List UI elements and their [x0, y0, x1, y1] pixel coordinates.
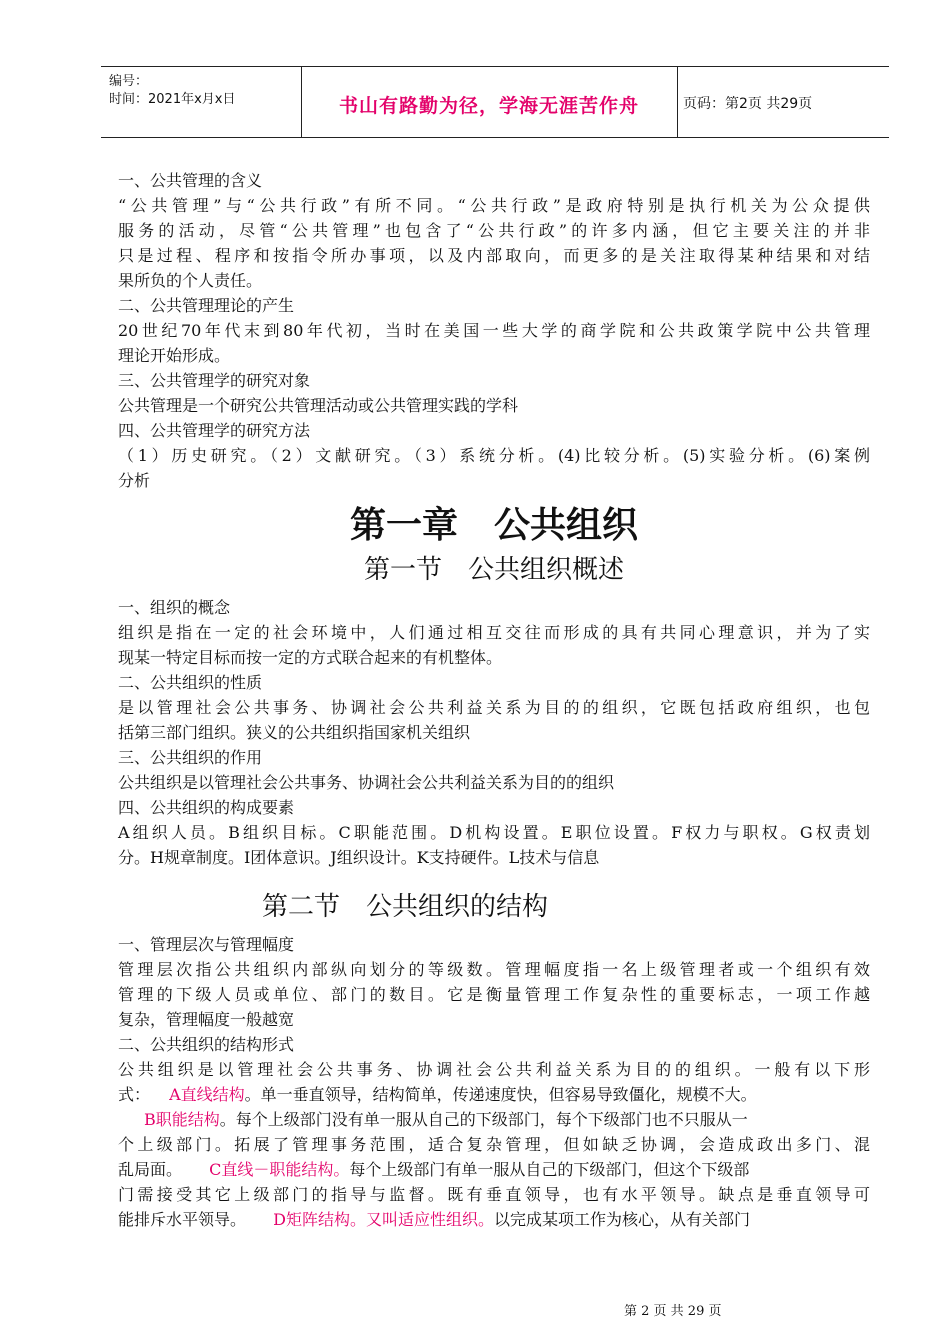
- chapter-title: 第一章 公共组织: [349, 505, 638, 546]
- heading: 四、公共管理学的研究方法: [118, 421, 311, 440]
- paragraph-line: 现某一特定目标而按一定的方式联合起来的有机整体。: [118, 648, 503, 667]
- paragraph-line: 理论开始形成。: [118, 346, 231, 365]
- text-run: 每个上级部门有单一服从自己的下级部门，但这个下级部: [349, 1160, 750, 1179]
- paragraph-line: [118, 1107, 870, 1132]
- paragraph-line: 个上级部门。拓展了管理事务范围，适合复杂管理，但如缺乏协调，会造成政出多门、混: [118, 1135, 870, 1154]
- structure-term: A直线结构: [169, 1085, 245, 1104]
- paragraph-line: 管理的下级人员或单位、部门的数目。它是衡量管理工作复杂性的重要标志，一项工作越: [118, 985, 870, 1004]
- paragraph-line: [118, 1207, 870, 1232]
- text-run: 以完成某项工作为核心，从有关部门: [493, 1210, 750, 1229]
- page-header: [101, 66, 889, 138]
- section-title: 第二节 公共组织的结构: [262, 892, 549, 922]
- paragraph-line: 只是过程、程序和按指令所办事项，以及内部取向，而更多的是关注取得某种结果和对结: [118, 246, 870, 265]
- paragraph-line: 公共组织是以管理社会公共事务、协调社会公共利益关系为目的的组织。一般有以下形: [118, 1060, 870, 1079]
- paragraph-line: [118, 1157, 870, 1182]
- paragraph-line: 复杂，管理幅度一般越宽: [118, 1010, 295, 1029]
- paragraph-line: 果所负的个人责任。: [118, 271, 263, 290]
- structure-term: D矩阵结构。又叫适应性组织。: [273, 1210, 494, 1229]
- paragraph-line: 服务的活动，尽管“公共管理”也包含了“公共行政”的许多内涵，但它主要关注的并非: [118, 221, 870, 240]
- structure-term: B职能结构: [144, 1110, 220, 1129]
- text-run: 乱局面。: [118, 1160, 183, 1179]
- heading: 二、公共管理理论的产生: [118, 296, 295, 315]
- heading: 二、公共组织的性质: [118, 673, 263, 692]
- paragraph-line: 分析: [118, 471, 151, 490]
- header-meta: [109, 73, 235, 109]
- text-run: 。单一垂直领导，结构简单，传递速度快，但容易导致僵化，规模不大。: [244, 1085, 757, 1104]
- heading: 四、公共组织的构成要素: [118, 798, 295, 817]
- number-label: 编号：: [109, 74, 149, 89]
- paragraph-line: （1）历史研究。（2）文献研究。（3）系统分析。(4)比较分析。(5)实验分析。(6)案例: [118, 446, 870, 465]
- header-page-info: 页码：第2页 共29页: [683, 96, 813, 112]
- text-run: 式：: [118, 1085, 151, 1104]
- header-divider: [677, 67, 678, 137]
- paragraph-line: 括第三部门组织。狭义的公共组织指国家机关组织: [118, 723, 471, 742]
- header-motto: 书山有路勤为径，学海无涯苦作舟: [338, 95, 639, 117]
- paragraph-line: 组织是指在一定的社会环境中，人们通过相互交往而形成的具有共同心理意识，并为了实: [118, 623, 870, 642]
- paragraph-line: 20世纪70年代末到80年代初，当时在美国一些大学的商学院和公共政策学院中公共管理: [118, 321, 870, 340]
- paragraph-line: 分。H规章制度。I团体意识。J组织设计。K支持硬件。L技术与信息: [118, 848, 600, 867]
- document-body: [118, 168, 870, 1232]
- text-run: 。每个上级部门没有单一服从自己的下级部门，每个下级部门也不只服从一: [219, 1110, 748, 1129]
- paragraph-line: 是以管理社会公共事务、协调社会公共利益关系为目的的组织，它既包括政府组织，也包: [118, 698, 870, 717]
- heading: 三、公共管理学的研究对象: [118, 371, 311, 390]
- time-label: 时间：2021年x月x日: [109, 92, 236, 107]
- heading: 三、公共组织的作用: [118, 748, 263, 767]
- paragraph-line: 公共管理是一个研究公共管理活动或公共管理实践的学科: [118, 396, 519, 415]
- paragraph-line: 公共组织是以管理社会公共事务、协调社会公共利益关系为目的的组织: [118, 773, 615, 792]
- heading: 一、管理层次与管理幅度: [118, 935, 295, 954]
- paragraph-line: 门需接受其它上级部门的指导与监督。既有垂直领导，也有水平领导。缺点是垂直领导可: [118, 1185, 870, 1204]
- paragraph-line: A组织人员。B组织目标。C职能范围。D机构设置。E职位设置。F权力与职权。G权责划: [118, 823, 870, 842]
- heading: 一、公共管理的含义: [118, 171, 263, 190]
- structure-term: C直线－职能结构。: [209, 1160, 350, 1179]
- heading: 二、公共组织的结构形式: [118, 1035, 295, 1054]
- heading: 一、组织的概念: [118, 598, 231, 617]
- text-run: 能排斥水平领导。: [118, 1210, 247, 1229]
- page-footer: 第 2 页 共 29 页: [624, 1304, 722, 1319]
- paragraph-line: [118, 1082, 870, 1107]
- section-title: 第一节 公共组织概述: [363, 555, 624, 585]
- paragraph-line: 管理层次指公共组织内部纵向划分的等级数。管理幅度指一名上级管理者或一个组织有效: [118, 960, 870, 979]
- paragraph-line: “公共管理”与“公共行政”有所不同。“公共行政”是政府特别是执行机关为公众提供: [118, 196, 870, 215]
